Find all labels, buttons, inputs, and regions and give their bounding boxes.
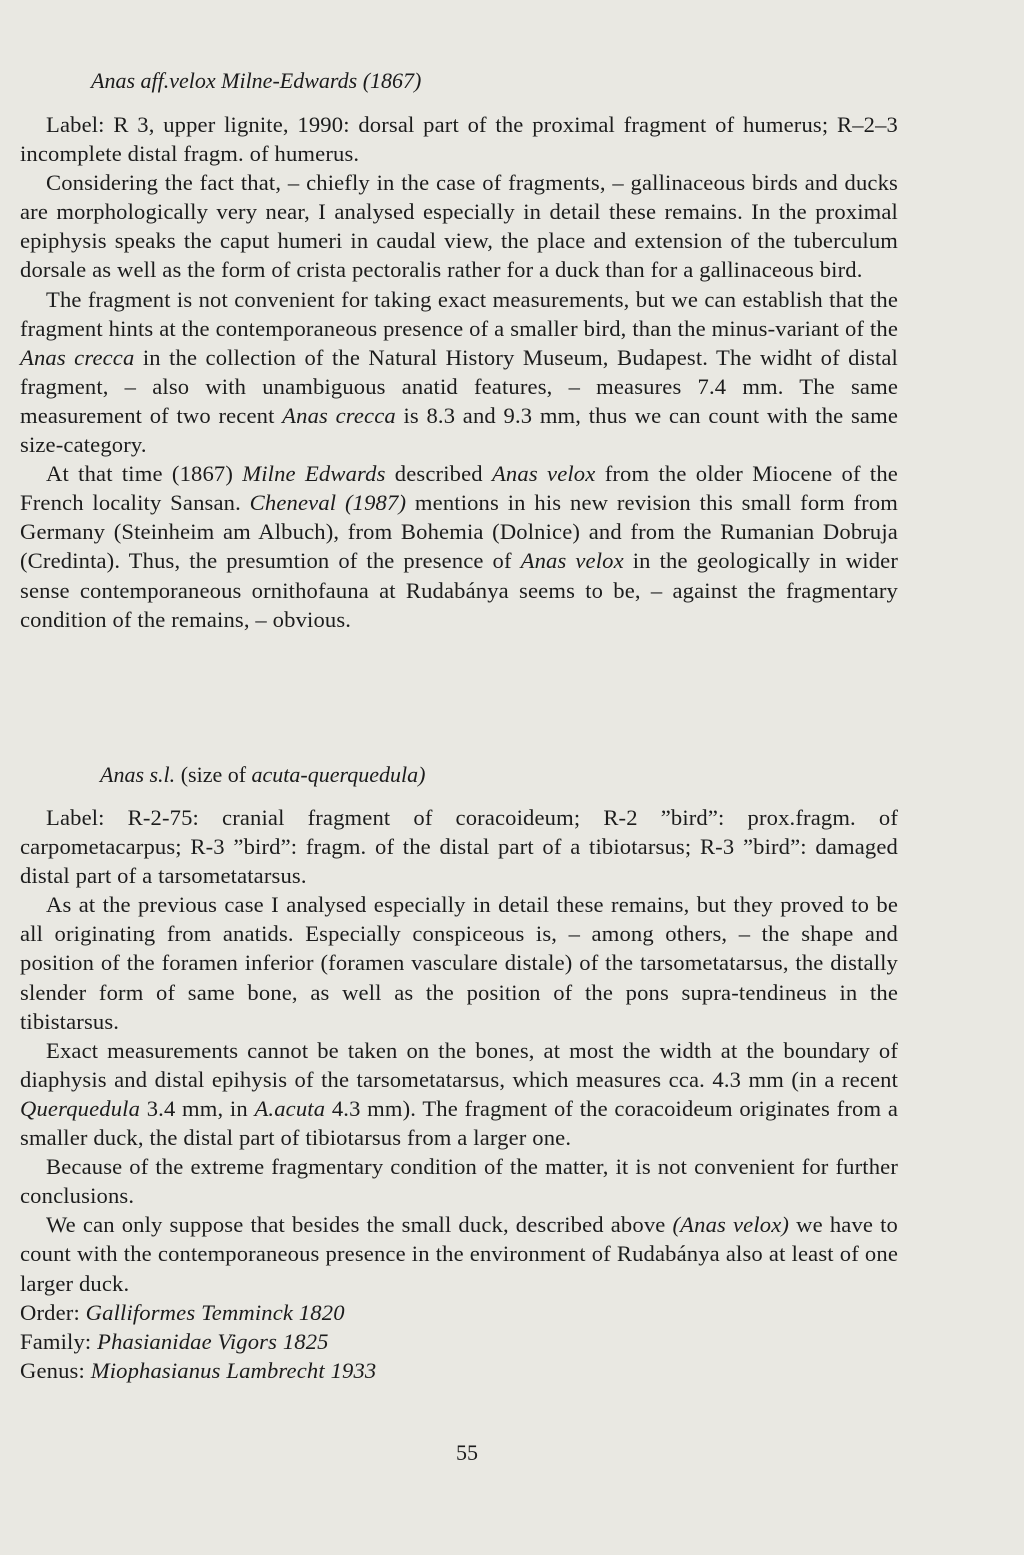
taxon-name: Querquedula	[20, 1095, 141, 1121]
taxonomy-genus: Genus: Miophasianus Lambrecht 1933	[20, 1357, 377, 1383]
section-anas-sl	[20, 803, 898, 1385]
taxon-name: Anas velox	[520, 548, 624, 574]
section-heading-anas-velox	[91, 66, 421, 95]
heading-taxon: Anas s.l.	[100, 762, 176, 787]
heading-taxon: Anas aff.velox Milne-Edwards (1867)	[91, 68, 422, 93]
paragraph: As at the previous case I analysed especially in detail these remains, but they proved to be all originating from anatids. Especially conspiceous is, – among others, – the shape and position of the foramen inferior (foramen vasculare distale) of the tarsometatarsus, the distally slender form of same bone, as well as the position of the pons supra-tendineus in the tibistarsus.	[20, 892, 898, 1034]
section-heading-anas-sl: Anas s.l. (size of acuta-querquedula)	[100, 762, 426, 787]
heading-size-taxon: acuta-querquedula)	[251, 762, 426, 787]
paragraph: Exact measurements cannot be taken on the bones, at most the width at the boundary of diaphysis and distal epihysis of the tarsometatarsus, which measures cca. 4.3 mm (in a recent Querquedula 3.4 mm, in A.acuta 4.3 mm). The fragment of the coracoideum originates from a smaller duck, the distal part of tibiotarsus from a larger one.	[20, 1037, 898, 1151]
page-number: 55	[456, 1440, 478, 1465]
paragraph-label: Label: R 3, upper lignite, 1990: dorsal part of the proximal fragment of humerus; R–2–3 incomplete distal fragm. of humerus.	[20, 112, 898, 167]
section-anas-velox	[20, 110, 898, 634]
paragraph-label: Label: R-2-75: cranial fragment of coracoideum; R-2 ”bird”: prox.fragm. of carpometacarpus; R-3 ”bird”: fragm. of the distal part of a tibiotarsus; R-3 ”bird”: damaged distal part of a tarsometatarsus.	[20, 805, 898, 889]
taxon-name: Anas velox	[491, 461, 596, 487]
taxon-name: A.acuta	[254, 1095, 326, 1121]
paragraph: Considering the fact that, – chiefly in the case of fragments, – gallinaceous birds and ducks are morphologically very near, I analysed especially in detail these remains. In the proximal epiphysis speaks the caput humeri in caudal view, the place and extension of the tuberculum dorsale as well as the form of crista pectoralis rather for a duck than for a gallinaceous bird.	[20, 170, 898, 283]
paragraph: At that time (1867) Milne Edwards described Anas velox from the older Miocene of the French locality Sansan. Cheneval (1987) mentions in his new revision this small form from Germany (Steinheim am Albuch), from Bohemia (Dolnice) and from the Rumanian Dobruja (Credinta). Thus, the presumtion of the presence of Anas velox in the geologically in wider sense contemporaneous ornithofauna at Rudabánya seems to be, – against the fragmentary condition of the remains, – obvious.	[20, 461, 899, 632]
author-name: Milne Edwards	[242, 461, 386, 487]
paragraph: Because of the extreme fragmentary condition of the matter, it is not convenient for further conclusions.	[20, 1154, 898, 1209]
taxon-name: Anas crecca	[20, 344, 135, 370]
taxon-name: (Anas velox)	[672, 1212, 790, 1238]
paragraph: We can only suppose that besides the small duck, described above (Anas velox) we have to count with the contemporaneous presence in the environment of Rudabánya also at least of one larger duck.	[20, 1212, 898, 1296]
paragraph: The fragment is not convenient for taking exact measurements, but we can establish that the fragment hints at the contemporaneous presence of a smaller bird, than the minus-variant of the Anas crecca in the collection of the Natural History Museum, Budapest. The widht of distal fragment, – also with unambiguous anatid features, – measures 7.4 mm. The same measurement of two recent Anas crecca is 8.3 and 9.3 mm, thus we can count with the same size-category.	[20, 286, 898, 458]
citation: Cheneval (1987)	[249, 490, 407, 516]
taxonomy-order: Order: Galliformes Temminck 1820	[20, 1299, 345, 1325]
taxonomy-family: Family: Phasianidae Vigors 1825	[20, 1328, 329, 1354]
taxon-name: Anas crecca	[282, 402, 396, 428]
